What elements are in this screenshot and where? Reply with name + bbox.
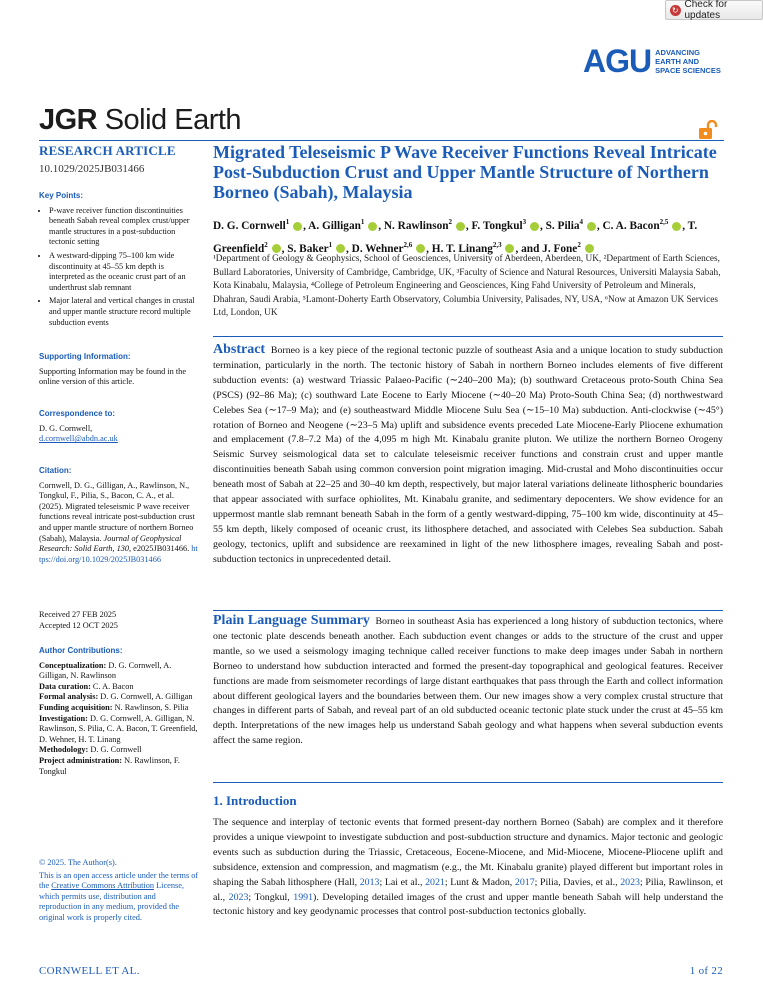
intro-text-part: ). Developing detailed images of the crust and upper mantle beneath Sabah will help understand the tectonic history and key geodynamic processes that control post-subduction tectonics globally.	[213, 891, 723, 918]
license-post: License, which permits use, distribution and reproduction in any medium, provided the original work is properly cited.	[39, 881, 184, 922]
reference-link[interactable]: 2023	[228, 891, 249, 903]
author-contributions	[39, 646, 199, 777]
article-title: Migrated Teleseismic P Wave Receiver Functions Reveal Intricate Post-Subduction Crust and Upper Mantle Structure of Northern Borneo (Sabah), Malaysia	[213, 142, 717, 202]
license-pre: This is an open access article under the terms of the	[39, 870, 199, 891]
intro-text-part: ; Tongkul,	[248, 891, 294, 903]
author-affiliation-number: 2	[448, 218, 453, 226]
journal-title-bold: JGR	[39, 104, 98, 136]
contribution	[39, 756, 199, 777]
pls-text: Borneo in southeast Asia has experienced a long history of subduction tectonics, where one tectonic plate descends beneath another. Each subduction event changes or adds to the structure of the crust and upper mantle, so we used a seismology imaging technique called receiver functions to make deep images under Sabah in northern Borneo to understand how subduction interacted and formed the present-day topographical and geological features. Receiver functions are made from seismometer recordings of large distant earthquakes that pass through the Earth and collect information about different geological layers and the boundaries between them. Our new images show a very complex crustal structure that changes in different parts of Sabah, and reveal part of an old subducted oceanic tectonic plate stuck under the crust at 45–55 km depth. Interpretations of the new images help us understand Sabah geology and what happens when several subduction events affect the same region.	[213, 616, 724, 747]
citation-heading: Citation:	[39, 466, 72, 475]
open-access-lock-icon	[697, 120, 719, 140]
introduction-text	[213, 816, 723, 920]
agu-logo	[583, 43, 721, 79]
author-name: H. T. Linang	[431, 242, 493, 255]
citation-body: Cornwell, D. G., Gilligan, A., Rawlinson, N., Tongkul, F., Pilia, S., Bacon, C. A., et al. (2025). Migrated teleseismic P wave receiver functions reveal intricate post-subduction crust and upper mantle structure of northern Borneo (Sabah), Malaysia.	[39, 480, 195, 543]
citation	[39, 466, 199, 565]
correspondence-name: D. G. Cornwell,	[39, 423, 93, 433]
citation-text	[39, 481, 199, 566]
reference-link[interactable]: 1991	[293, 891, 314, 903]
author-name: T. Greenfield	[213, 219, 698, 255]
author-affiliation-number: 1	[285, 218, 290, 226]
reference-link[interactable]: 2023	[620, 876, 640, 888]
correspondence-heading: Correspondence to:	[39, 409, 116, 418]
section-rule	[213, 336, 723, 337]
key-point: • P-wave receiver function discontinuities beneath Sabah reveal complex crust/upper mantle structures in a post-subduction tectonic setting	[49, 206, 199, 248]
intro-text-part: ; Lai et al.,	[379, 876, 426, 888]
check-for-updates-label: Check for updates	[684, 0, 728, 21]
author	[472, 220, 540, 232]
contribution	[39, 703, 199, 714]
intro-text-part: ; Lunt & Madon,	[444, 876, 515, 888]
agu-logo-mark: AGU	[583, 43, 652, 79]
author-affiliation-number: 2,5	[659, 218, 669, 226]
contribution-names: N. Rawlinson, S. Pilia	[112, 702, 189, 712]
section-rule	[213, 782, 723, 783]
dates	[39, 610, 199, 631]
page-number: 1 of 22	[689, 965, 723, 977]
correspondence-email-link[interactable]: d.cornwell@abdn.ac.uk	[39, 434, 118, 444]
author-affiliation-number: 2	[577, 240, 581, 249]
contribution-names: D. G. Cornwell, A. Gilligan, N. Rawlinson, S. Pilia, C. A. Bacon, T. Greenfield, D. Wehner, H. T. Linang	[39, 713, 198, 744]
introduction-heading: 1. Introduction	[213, 793, 297, 808]
received-date: Received 27 FEB 2025	[39, 610, 117, 619]
journal-title-rest: Solid Earth	[97, 104, 242, 136]
author-affiliation-number: 4	[579, 218, 584, 226]
article-doi: 10.1029/2025JB031466	[39, 163, 145, 175]
abstract-text: Borneo is a key piece of the regional tectonic puzzle of southeast Asia and a unique location to study subduction termination, particularly in the north. The tectonic history of Sabah in northern Borneo includes elements of five different subduction events: (a) westward Triassic Palaeo-Pacific (∼240–200 Ma); (b) southward Cretaceous proto-South China Sea (PSCS) (92–86 Ma); (c) southward Late Eocene to Early Miocene (∼40–20 Ma) Proto-South China Sea; (d) northwestward Celebes Sea (∼17–9 Ma); and (e) southeastward Middle Miocene Sulu Sea (∼15–10 Ma) subduction. Anti-clockwise (∼45°) rotation of Borneo and Neogene (∼23–5 Ma) uplift and subsidence events preceded Late Miocene-Early Pliocene exhumation and emplacement (7.8–7.2 Ma) of the 4,095 m high Mt. Kinabalu granite pluton. We utilize the northern Borneo Orogeny Seismic Survey seismological data set to calculate teleseismic receiver functions and constrain crust and upper mantle discontinuities beneath Sabah using common conversion point migration imaging. Mid-crustal and Moho discontinuities occur beneath most of Sabah at 22–25 and 30–40 km depth, respectively, but major lateral variations delineate lithospheric boundaries that appear associated with surface ophiolites, Mt. Kinabalu granite, and sedimentary depocenters. We show evidence for an uppermost mantle slab remnant beneath Sabah in the form of a gently westward-dipping, 75–100 km wide, discontinuity at 45–55 km depth, likely composed of oceanic crust, its lithosphere detached, and associated with Celebes Sea subduction. Sabah geology, tectonics, uplift and subsidence are reexamined in light of the new lithosphere images, revealing Sabah and post-subduction tectonics in unprecedented detail.	[213, 345, 723, 565]
supporting-information	[39, 352, 199, 388]
author-name: A. Gilligan	[308, 219, 361, 232]
author-affiliation-number: 3	[522, 218, 527, 226]
contrib-heading: Author Contributions:	[39, 646, 123, 655]
contribution-role: Methodology:	[39, 745, 89, 755]
update-icon: ↻	[671, 5, 679, 15]
article-type: RESEARCH ARTICLE	[39, 143, 176, 158]
header-rule	[39, 140, 724, 141]
agu-tagline	[655, 48, 721, 75]
intro-text-part: ; Pilia, Rawlinson, et al.,	[213, 876, 724, 903]
citation-id: e2025JB031466.	[131, 544, 192, 554]
author-affiliation-number: 2,6	[403, 240, 413, 249]
contribution	[39, 682, 199, 693]
key-points-heading: Key Points:	[39, 191, 84, 200]
contribution	[39, 745, 199, 756]
contribution-role: Funding acquisition:	[39, 702, 113, 712]
author-name: S. Baker	[287, 242, 329, 255]
orcid-icon[interactable]	[368, 222, 377, 231]
intro-text-part: ; Pilia, Davies, et al.,	[534, 876, 621, 888]
agu-tagline-line: SPACE SCIENCES	[655, 65, 721, 75]
license-text	[39, 871, 199, 924]
supporting-heading: Supporting Information:	[39, 352, 131, 361]
key-point: • Major lateral and vertical changes in crustal and upper mantle structure record multiple subduction events	[49, 296, 199, 328]
orcid-icon[interactable]	[672, 222, 681, 231]
author-affiliation-number: 2	[264, 240, 268, 249]
correspondence	[39, 409, 199, 445]
author-affiliation-number: 1	[328, 240, 333, 249]
orcid-icon[interactable]	[456, 222, 465, 231]
reference-link[interactable]: 2013	[359, 876, 380, 888]
abstract	[213, 343, 723, 568]
agu-tagline-line: ADVANCING	[655, 47, 700, 57]
contribution-names: D. G. Cornwell	[88, 745, 142, 755]
license-link[interactable]: Creative Commons Attribution	[51, 881, 155, 891]
contribution-role: Investigation:	[39, 713, 88, 723]
footer-authors: CORNWELL ET AL.	[39, 965, 140, 977]
author-name: D. G. Cornwell	[213, 219, 286, 232]
contribution-names: D. G. Cornwell, A. Gilligan	[98, 692, 193, 702]
contribution-names: C. A. Bacon	[90, 681, 134, 691]
author	[546, 220, 597, 232]
author	[603, 220, 683, 232]
contribution-role: Conceptualization:	[39, 660, 107, 670]
plain-language-summary	[213, 614, 723, 749]
journal-title	[39, 104, 241, 137]
citation-doi-link[interactable]: https://doi.org/10.1029/2025JB031466	[39, 544, 198, 564]
affiliations: ¹Department of Geology & Geophysics, School of Geosciences, University of Aberdeen, Aberdeen, UK, ²Department of Earth Sciences, Bullard Laboratories, University of Cambridge, Cambridge, UK, ³Faculty of Science and Natural Resources, Universiti Malaysia Sabah, Kota Kinabalu, Malaysia, ⁴College of Petroleum Engineering and Geosciences, King Fahd University of Petroleum and Minerals, Dhahran, Saudi Arabia, ⁵Lamont-Doherty Earth Observatory, Columbia University, Palisades, NY, USA, ⁶Now at Amazon UK Services Ltd, London, UK	[213, 254, 721, 319]
intro-text-part: The sequence and interplay of tectonic events that formed present-day northern Borneo (Sabah) are complex and it therefore provides a unique viewpoint to investigate subduction and post-subduction structure and dynamics. Major tectonic and geologic events such as subduction during the Triassic, Cretaceous, Eocene-Miocene, and Mid-Miocene, Miocene-Pliocene uplift and subsidence, extension and compression, and magmatism (e.g., the Mt. Kinabalu granite) played different but important roles in shaping the Sabah lithosphere (Hall,	[213, 817, 723, 888]
reference-link[interactable]: 2021	[425, 876, 445, 888]
reference-link[interactable]: 2017	[514, 876, 535, 888]
author-name: D. Wehner	[351, 242, 404, 255]
author-affiliation-number: 2,3	[492, 240, 502, 249]
author-name: F. Tongkul	[471, 219, 523, 232]
orcid-icon[interactable]	[587, 222, 596, 231]
key-point: • A westward-dipping 75–100 km wide discontinuity at 45–55 km depth is interpreted as the oceanic crust part of an underthrust slab remnant	[49, 251, 199, 293]
key-points	[39, 191, 199, 331]
author-affiliation-number: 1	[360, 218, 365, 226]
author	[384, 220, 466, 232]
author-list: D. G. Cornwell$^1$ , A. Gilligan$^1$ , N. Rawlinson$^2$ , F. Tongkul$^3$ , S. Pilia$^4$ , C. A. Bacon$^{2,5}$ , T. Greenfield$^2$ , S. Baker$^1$ , D. Wehner$^{2,6}$ , H. T. Linang$^{2,3}$ , and J. Fone$^2$	[213, 218, 698, 255]
author-name: J. Fone	[542, 242, 578, 255]
accepted-date: Accepted 12 OCT 2025	[39, 620, 118, 630]
contribution-role: Data curation:	[39, 681, 91, 691]
citation-journal: Journal of Geophysical Research: Solid Earth, 130,	[39, 533, 182, 554]
contribution-role: Formal analysis:	[39, 692, 99, 702]
orcid-icon[interactable]	[293, 222, 302, 231]
author-name: N. Rawlinson	[383, 219, 449, 232]
check-for-updates-button[interactable]	[665, 0, 763, 20]
author-name: C. A. Bacon	[602, 219, 660, 232]
orcid-icon[interactable]	[530, 222, 539, 231]
supporting-text: Supporting Information may be found in the online version of this article.	[39, 366, 187, 387]
contribution	[39, 714, 199, 746]
contribution-role: Project administration:	[39, 755, 123, 765]
license	[39, 858, 199, 924]
contribution-names: N. Rawlinson, F. Tongkul	[39, 755, 180, 776]
author-name: S. Pilia	[545, 219, 580, 232]
section-rule	[213, 610, 723, 611]
contribution	[39, 661, 199, 682]
contribution	[39, 692, 199, 703]
author	[213, 220, 303, 232]
abstract-heading: Abstract	[213, 342, 266, 357]
pls-heading: Plain Language Summary	[213, 613, 370, 628]
contribution-names: D. G. Cornwell, A. Gilligan, N. Rawlinson	[39, 660, 172, 681]
author	[308, 220, 378, 232]
agu-tagline-line: EARTH AND	[655, 56, 699, 66]
copyright: © 2025. The Author(s).	[39, 858, 117, 867]
